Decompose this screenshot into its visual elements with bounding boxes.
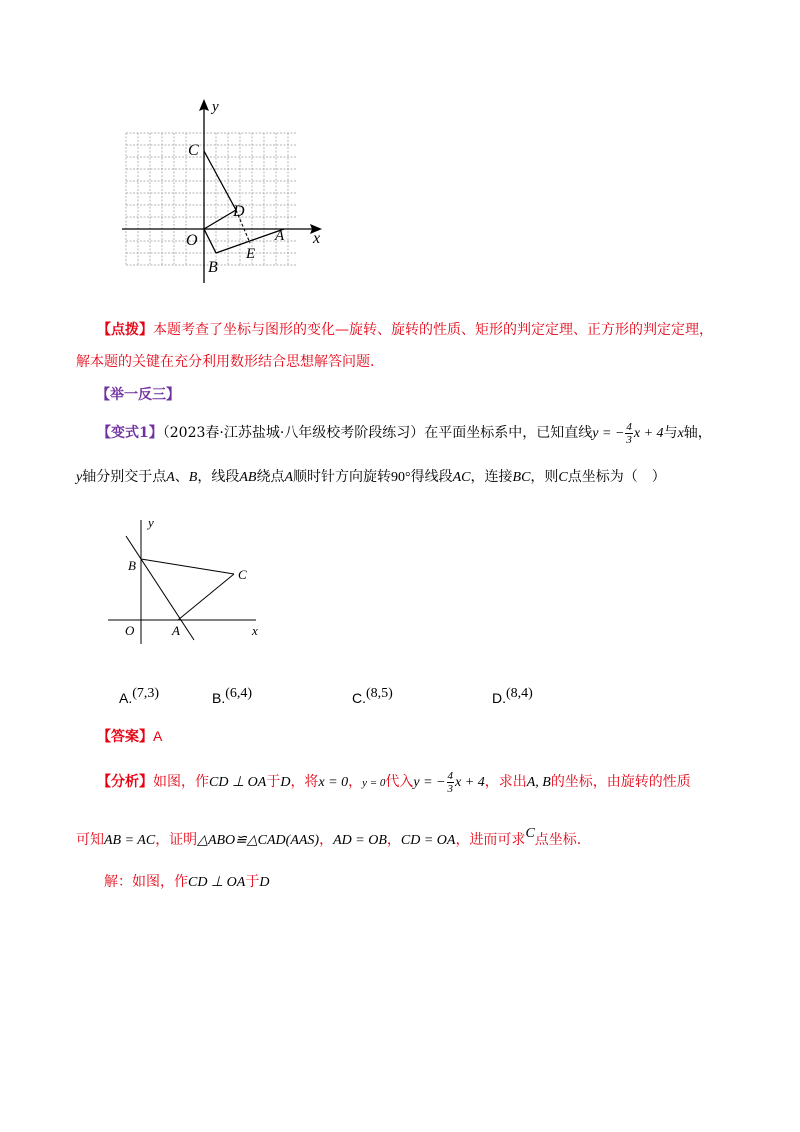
segment-BC <box>141 559 234 574</box>
variant-line-1 <box>97 419 712 448</box>
option-B[interactable] <box>212 682 252 704</box>
an-t7: 的坐标，由旋转的性质 <box>550 774 691 790</box>
an-l2-m4: CD = OA <box>400 833 456 848</box>
var-C: C <box>558 470 568 485</box>
var-BC: BC <box>512 470 531 485</box>
label-O: O <box>186 232 198 249</box>
var-sep: 、 <box>174 469 189 485</box>
an-l2-t5: ，进而可求 <box>455 832 526 848</box>
analysis-tag: 【分析】 <box>97 774 153 790</box>
var-t7: ，则 <box>530 469 559 485</box>
label-C: C <box>238 567 247 582</box>
var-t2: ，线段 <box>197 469 240 485</box>
an-t5: 代入 <box>385 774 414 790</box>
tip-line-2: 解本题的关键在充分利用数形结合思想解答问题. <box>76 354 375 370</box>
solution-line <box>104 872 269 893</box>
variant-tag: 【变式1】 <box>97 425 163 441</box>
option-C[interactable] <box>352 682 393 704</box>
an-m5: A, B <box>526 775 551 790</box>
option-D[interactable] <box>492 682 533 704</box>
var-t4: 顺时针方向旋转 <box>293 469 392 485</box>
option-A-label: A. <box>119 690 133 706</box>
section-title: 【举一反三】 <box>96 387 180 403</box>
option-C-label: C. <box>352 690 366 706</box>
an-l2-m2: △ABO≌△CAD(AAS) <box>197 833 320 848</box>
an-l2-m3: AD = OB <box>333 833 387 848</box>
option-A[interactable] <box>119 682 159 704</box>
an-t3: ，将 <box>290 774 319 790</box>
variant-line-2 <box>76 467 666 488</box>
label-D: D <box>233 203 245 220</box>
option-C-value: (8,5) <box>366 686 393 701</box>
tip-tag: 【点拨】 <box>97 322 153 338</box>
variant-x-var: x <box>677 426 684 441</box>
segment-AC <box>178 574 234 620</box>
an-l2-t4: ， <box>386 832 401 848</box>
var-t3: 绕点 <box>256 469 285 485</box>
variant-source: （2023春·江苏盐城·八年级校考阶段练习）在平面坐标系中，已知直线 <box>162 425 593 441</box>
an-m4: y = 0 <box>362 777 386 789</box>
label-B: B <box>128 558 136 573</box>
label-A: A <box>172 623 180 638</box>
an-l2-t1: 可知 <box>76 832 104 848</box>
label-E: E <box>246 246 256 262</box>
var-A: A <box>166 470 175 485</box>
label-x: x <box>252 623 258 638</box>
option-B-value: (6,4) <box>225 686 253 701</box>
label-A: A <box>275 228 285 244</box>
label-y: y <box>212 99 219 115</box>
figure-triangle-abc <box>108 512 278 647</box>
an-equation: y = − $\frac{4}{3}$ x + 4 <box>413 770 485 796</box>
option-B-label: B. <box>212 690 226 706</box>
an-l2-t6: 点坐标. <box>534 832 582 848</box>
answer-line <box>97 726 162 747</box>
variant-and: 与 <box>663 425 678 441</box>
an-l2-t2: ，证明 <box>155 832 198 848</box>
an-m3: x = 0 <box>318 775 349 790</box>
label-x: x <box>313 230 321 247</box>
answer-tag: 【答案】 <box>97 729 153 745</box>
an-l2-m5: C <box>525 826 535 841</box>
an-t6: ，求出 <box>484 774 527 790</box>
segment-OD <box>204 210 236 229</box>
analysis-line-1 <box>97 768 691 797</box>
sol-m2: D <box>259 875 270 890</box>
answer-value: A <box>153 728 163 744</box>
an-l2-m1: AB = AC <box>104 833 156 848</box>
an-t4: ， <box>348 774 363 790</box>
var-A2: A <box>284 470 294 485</box>
option-D-value: (8,4) <box>506 686 533 701</box>
var-y: y <box>76 470 83 485</box>
option-D-label: D. <box>492 690 506 706</box>
label-B: B <box>208 259 218 276</box>
var-t6: ，连接 <box>470 469 513 485</box>
tip-line-1 <box>97 320 713 340</box>
var-AC: AC <box>452 470 471 485</box>
segment-CD <box>204 151 236 210</box>
figure-grid-rotation <box>118 95 338 290</box>
an-t1: 如图，作 <box>153 774 209 790</box>
grid <box>126 133 296 265</box>
tip-text-1: 本题考查了坐标与图形的变化—旋转、旋转的性质、矩形的判定定理、正方形的判定定理， <box>153 322 713 338</box>
variant-equation: y = − $\frac{4}{3}$ x + 4 <box>592 421 664 447</box>
an-m2: D <box>280 775 291 790</box>
an-l2-t3: ， <box>319 832 334 848</box>
var-AB: AB <box>239 470 257 485</box>
variant-axis-word: 轴， <box>683 425 712 441</box>
sol-t2: 于 <box>245 874 260 890</box>
sol-t1: 解：如图，作 <box>104 874 188 890</box>
an-t2: 于 <box>266 774 281 790</box>
var-t5: 得线段 <box>410 469 453 485</box>
label-O: O <box>125 623 135 638</box>
sol-m1: CD ⊥ OA <box>188 875 246 890</box>
label-y: y <box>148 515 154 530</box>
line-y-eq <box>126 536 194 640</box>
var-t1: 轴分别交于点 <box>82 469 167 485</box>
var-deg: 90° <box>391 470 411 485</box>
analysis-line-2 <box>76 826 582 851</box>
var-B: B <box>188 470 198 485</box>
option-A-value: (7,3) <box>132 686 160 701</box>
var-t8: 点坐标为（ ） <box>567 469 666 485</box>
label-C: C <box>188 142 199 159</box>
an-m1: CD ⊥ OA <box>209 775 267 790</box>
